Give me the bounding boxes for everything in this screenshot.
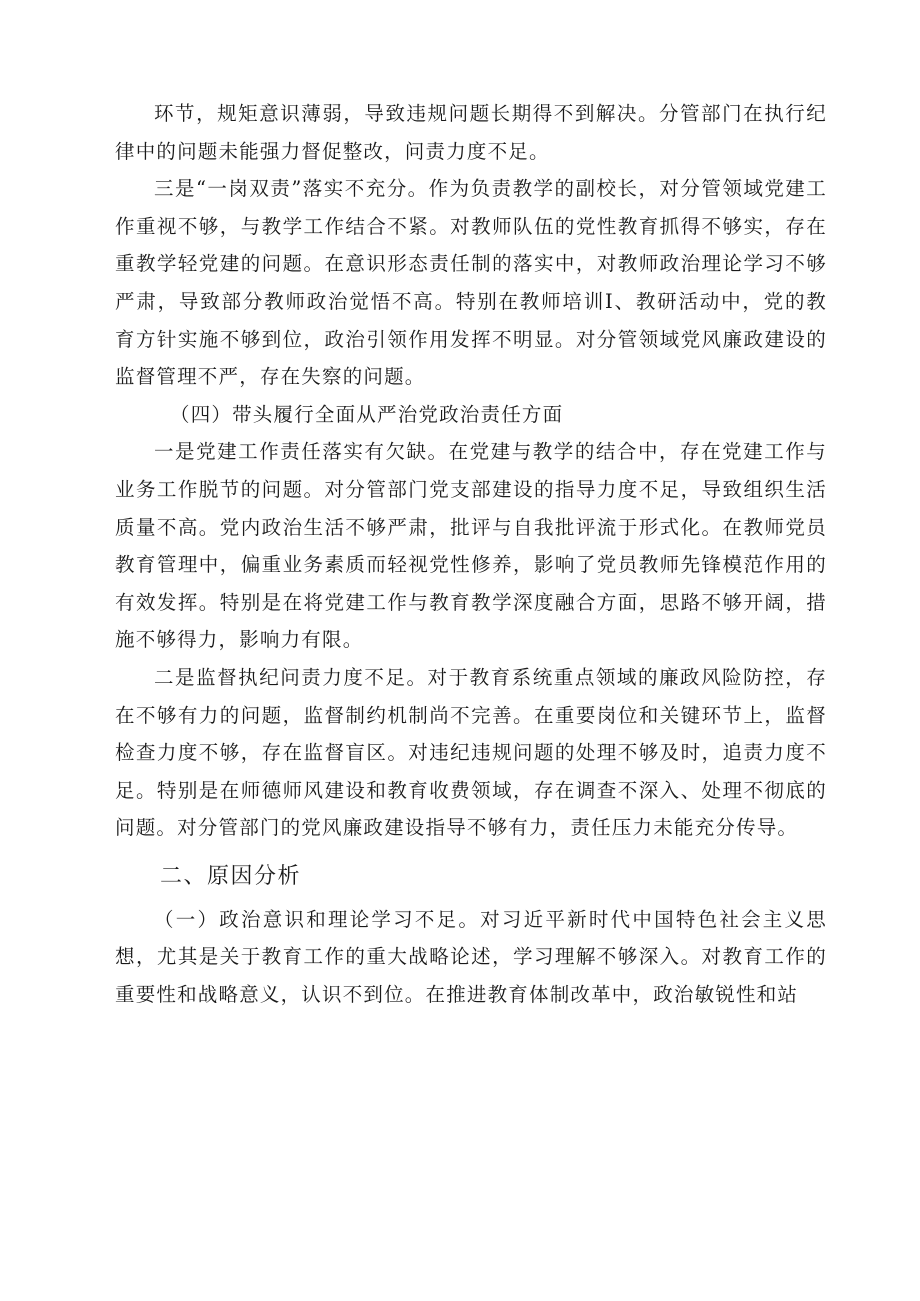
section-heading-four: （四）带头履行全面从严治党政治责任方面 (170, 402, 564, 426)
part-heading-cause-analysis: 二、原因分析 (160, 863, 302, 889)
document-body (115, 95, 827, 1014)
paragraph-continuation: 环节，规矩意识薄弱，导致违规问题长期得不到解决。分管部门在执行纪律中的问题未能强力督促整改，问责力度不足。 (115, 102, 827, 163)
paragraph-party-building-responsibility: 一是党建工作责任落实有欠缺。在党建与教学的结合中，存在党建工作与业务工作脱节的问题。对分管部门党支部建设的指导力度不足，导致组织生活质量不高。党内政治生活不够严肃，批评与自我批评流于形式化。在教师党员教育管理中，偏重业务素质而轻视党性修养，影响了党员教师先锋模范作用的有效发挥。特别是在将党建工作与教育教学深度融合方面，思路不够开阔，措施不够得力，影响力有限。 (115, 440, 827, 652)
paragraph-political-awareness: （一）政治意识和理论学习不足。对习近平新时代中国特色社会主义思想，尤其是关于教育工作的重大战略论述，学习理解不够深入。对教育工作的重要性和战略意义，认识不到位。在推进教育体制改革中，政治敏锐性和站 (115, 907, 827, 1007)
paragraph-one-post-two-duties: 三是“一岗双责”落实不充分。作为负责教学的副校长，对分管领域党建工作重视不够，与教学工作结合不紧。对教师队伍的党性教育抓得不够实，存在重教学轻党建的问题。在意识形态责任制的落实中，对教师政治理论学习不够严肃，导致部分教师政治觉悟不高。特别在教师培训I、教研活动中，党的教育方针实施不够到位，政治引领作用发挥不明显。对分管领域党风廉政建设的监督管理不严，存在失察的问题。 (115, 177, 827, 389)
paragraph-supervision-accountability: 二是监督执纪问责力度不足。对于教育系统重点领域的廉政风险防控，存在不够有力的问题，监督制约机制尚不完善。在重要岗位和关键环节上，监督检查力度不够，存在监督盲区。对违纪违规问题的处理不够及时，追责力度不足。特别是在师德师风建设和教育收费领域，存在调查不深入、处理不彻底的问题。对分管部门的党风廉政建设指导不够有力，责任压力未能充分传导。 (115, 665, 827, 840)
